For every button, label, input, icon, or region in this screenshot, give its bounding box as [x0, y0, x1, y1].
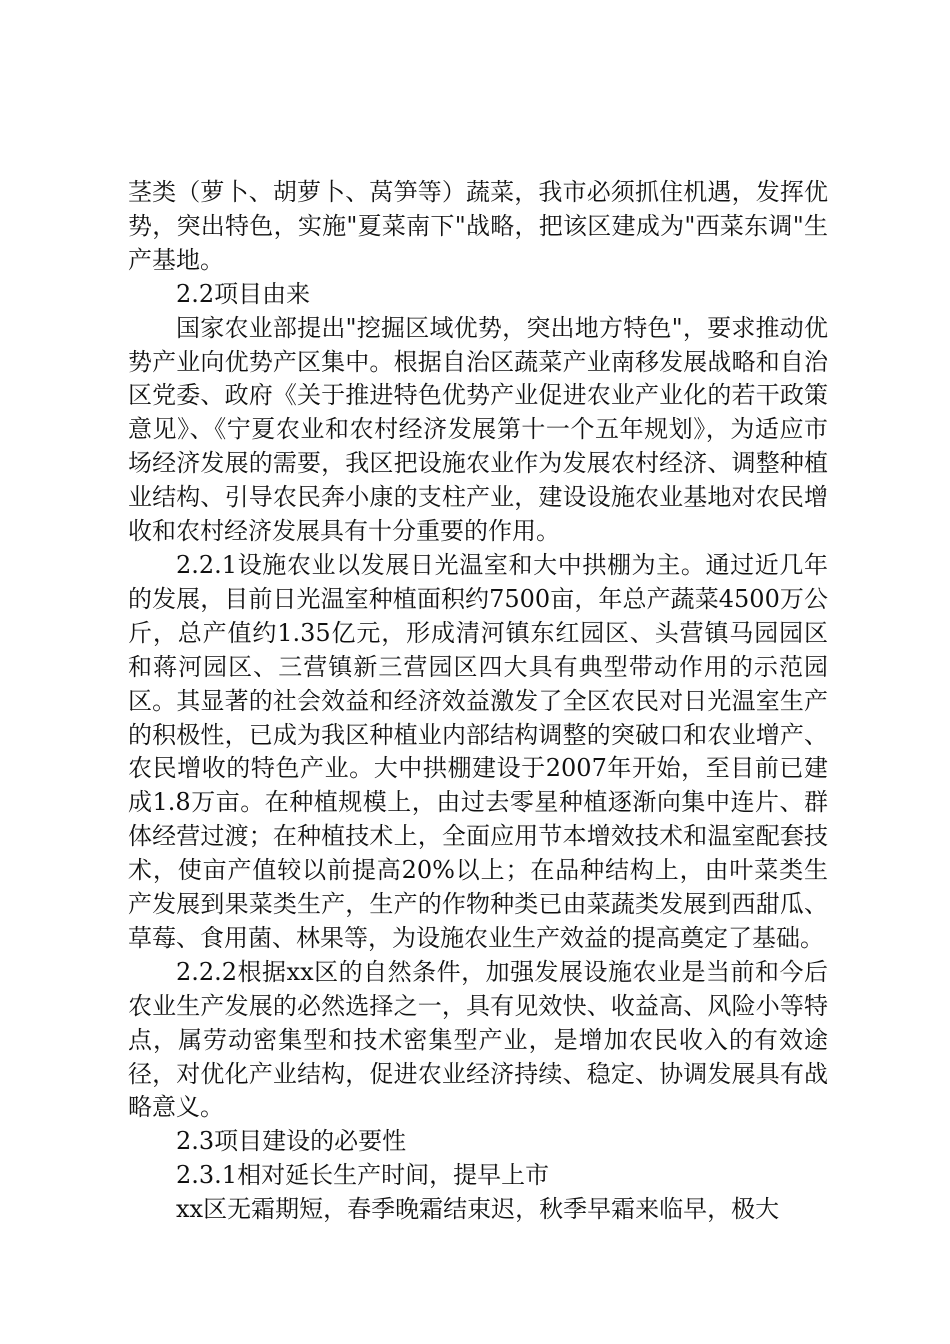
heading-2-3-1: 2.3.1相对延长生产时间，提早上市: [176, 1161, 550, 1190]
heading-2-2: 2.2项目由来: [176, 279, 311, 308]
document-body: [128, 176, 828, 1227]
paragraph-2-2-1: 2.2.1设施农业以发展日光温室和大中拱棚为主。通过近几年的发展，目前日光温室种植面积约7500亩，年总产蔬菜4500万公斤，总产值约1.35亿元，形成清河镇东红园区、头营镇马园园区和蒋河园区、三营镇新三营园区四大具有典型带动作用的示范园区。其显著的社会效益和经济效益激发了全区农民对日光温室生产的积极性，已成为我区种植业内部结构调整的突破口和农业增产、农民增收的特色产业。大中拱棚建设于2007年开始，至目前已建成1.8万亩。在种植规模上，由过去零星种植逐渐向集中连片、群体经营过渡；在种植技术上，全面应用节本增效技术和温室配套技术，使亩产值较以前提高20%以上；在品种结构上，由叶菜类生产发展到果菜类生产，生产的作物种类已由菜蔬类发展到西甜瓜、草莓、食用菌、林果等，为设施农业生产效益的提高奠定了基础。: [128, 550, 828, 952]
paragraph-2-3-1: xx区无霜期短，春季晚霜结束迟，秋季早霜来临早，极大: [176, 1195, 780, 1224]
paragraph-2-2-2: 2.2.2根据xx区的自然条件，加强发展设施农业是当前和今后农业生产发展的必然选择之一，具有见效快、收益高、风险小等特点，属劳动密集型和技术密集型产业，是增加农民收入的有效途径，对优化产业结构，促进农业经济持续、稳定、协调发展具有战略意义。: [128, 957, 828, 1122]
paragraph-continuation: 茎类（萝卜、胡萝卜、莴笋等）蔬菜，我市必须抓住机遇，发挥优势，突出特色，实施"夏菜南下"战略，把该区建成为"西菜东调"生产基地。: [128, 178, 828, 274]
heading-2-3: 2.3项目建设的必要性: [176, 1127, 407, 1156]
paragraph-project-origin: 国家农业部提出"挖掘区域优势，突出地方特色"，要求推动优势产业向优势产区集中。根据自治区蔬菜产业南移发展战略和自治区党委、政府《关于推进特色优势产业促进农业产业化的若干政策意见》、《宁夏农业和农村经济发展第十一个五年规划》，为适应市场经济发展的需要，我区把设施农业作为发展农村经济、调整种植业结构、引导农民奔小康的支柱产业，建设设施农业基地对农民增收和农村经济发展具有十分重要的作用。: [128, 313, 828, 546]
